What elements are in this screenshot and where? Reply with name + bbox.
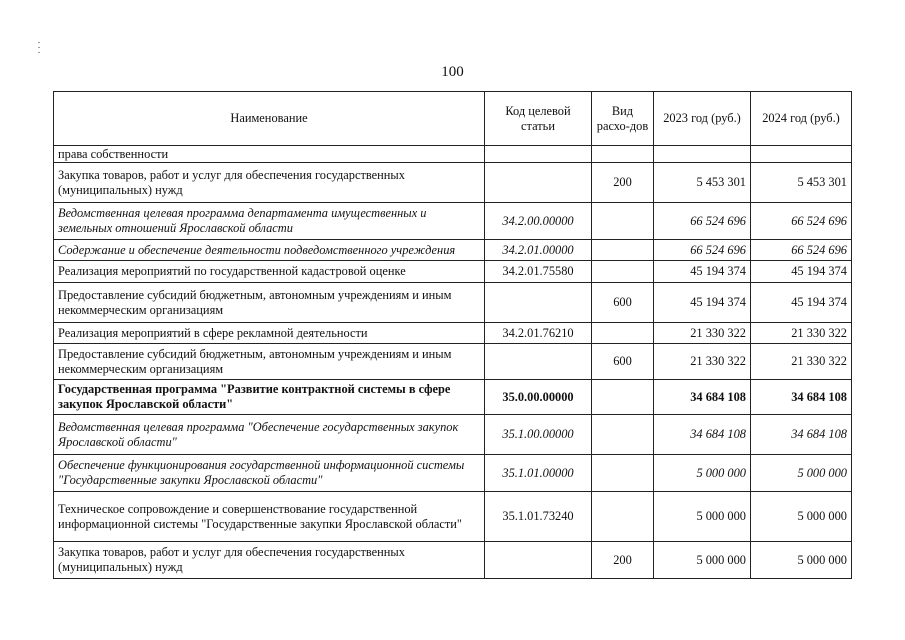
cell-2023: 21 330 322 [654, 323, 751, 344]
cell-name: Предоставление субсидий бюджетным, автономным учреждениям и иным некоммерческим организациям [54, 344, 485, 380]
cell-code: 34.2.01.00000 [485, 240, 592, 261]
cell-2024: 45 194 374 [751, 283, 852, 323]
cell-vid: 600 [592, 283, 654, 323]
cell-2024: 66 524 696 [751, 203, 852, 240]
cell-vid [592, 380, 654, 415]
cell-vid [592, 455, 654, 492]
budget-table [53, 91, 852, 579]
cell-vid [592, 261, 654, 283]
cell-vid: 600 [592, 344, 654, 380]
cell-2024: 5 000 000 [751, 492, 852, 542]
cell-2024: 21 330 322 [751, 344, 852, 380]
cell-2023: 34 684 108 [654, 380, 751, 415]
cell-code: 34.2.01.76210 [485, 323, 592, 344]
table-row [54, 380, 852, 415]
cell-code: 35.1.01.00000 [485, 455, 592, 492]
scan-speck [38, 47, 40, 48]
cell-2024: 5 000 000 [751, 542, 852, 579]
cell-code [485, 146, 592, 163]
table-header-row [54, 92, 852, 146]
cell-2023: 21 330 322 [654, 344, 751, 380]
table-row [54, 492, 852, 542]
cell-code [485, 542, 592, 579]
cell-vid [592, 203, 654, 240]
cell-vid [592, 146, 654, 163]
scan-specks [38, 42, 42, 58]
cell-name: Государственная программа "Развитие контрактной системы в сфере закупок Ярославской области" [54, 380, 485, 415]
cell-2023: 5 000 000 [654, 455, 751, 492]
table-row [54, 283, 852, 323]
scan-speck [38, 52, 40, 53]
cell-vid: 200 [592, 163, 654, 203]
header-2023: 2023 год (руб.) [654, 92, 751, 146]
cell-2024: 21 330 322 [751, 323, 852, 344]
cell-2023: 66 524 696 [654, 203, 751, 240]
table-row [54, 344, 852, 380]
cell-name: Содержание и обеспечение деятельности подведомственного учреждения [54, 240, 485, 261]
cell-name: Закупка товаров, работ и услуг для обеспечения государственных (муниципальных) нужд [54, 163, 485, 203]
cell-vid [592, 240, 654, 261]
cell-vid [592, 415, 654, 455]
table-row [54, 203, 852, 240]
cell-2023: 5 453 301 [654, 163, 751, 203]
cell-name: Ведомственная целевая программа "Обеспечение государственных закупок Ярославской области" [54, 415, 485, 455]
table-row [54, 240, 852, 261]
cell-vid [592, 323, 654, 344]
cell-2024 [751, 146, 852, 163]
cell-name: Техническое сопровождение и совершенствование государственной информационной системы "Государственные закупки Ярославской области" [54, 492, 485, 542]
table-row [54, 455, 852, 492]
scan-speck [38, 42, 40, 43]
cell-code: 34.2.00.00000 [485, 203, 592, 240]
header-code: Код целевой статьи [485, 92, 592, 146]
cell-2024: 5 453 301 [751, 163, 852, 203]
cell-2024: 5 000 000 [751, 455, 852, 492]
cell-2023: 45 194 374 [654, 261, 751, 283]
header-name: Наименование [54, 92, 485, 146]
page-number: 100 [441, 64, 464, 80]
cell-code [485, 283, 592, 323]
cell-2023: 5 000 000 [654, 492, 751, 542]
header-vid: Вид расхо-дов [592, 92, 654, 146]
cell-vid: 200 [592, 542, 654, 579]
cell-2024: 66 524 696 [751, 240, 852, 261]
table-row [54, 323, 852, 344]
cell-2023: 5 000 000 [654, 542, 751, 579]
cell-2023: 66 524 696 [654, 240, 751, 261]
cell-2023: 45 194 374 [654, 283, 751, 323]
cell-name: Закупка товаров, работ и услуг для обеспечения государственных (муниципальных) нужд [54, 542, 485, 579]
cell-name: Обеспечение функционирования государственной информационной системы "Государственные закупки Ярославской области" [54, 455, 485, 492]
cell-2023: 34 684 108 [654, 415, 751, 455]
cell-code: 35.1.00.00000 [485, 415, 592, 455]
cell-code: 35.1.01.73240 [485, 492, 592, 542]
cell-code [485, 163, 592, 203]
cell-code [485, 344, 592, 380]
table-row [54, 261, 852, 283]
table-row [54, 415, 852, 455]
cell-name: Реализация мероприятий по государственной кадастровой оценке [54, 261, 485, 283]
table-row [54, 146, 852, 163]
cell-2024: 34 684 108 [751, 415, 852, 455]
table-row [54, 163, 852, 203]
header-2024: 2024 год (руб.) [751, 92, 852, 146]
table-row [54, 542, 852, 579]
cell-code: 34.2.01.75580 [485, 261, 592, 283]
cell-2024: 45 194 374 [751, 261, 852, 283]
cell-name: Ведомственная целевая программа департамента имущественных и земельных отношений Ярославской области [54, 203, 485, 240]
cell-vid [592, 492, 654, 542]
cell-2024: 34 684 108 [751, 380, 852, 415]
cell-name: Реализация мероприятий в сфере рекламной деятельности [54, 323, 485, 344]
cell-name: Предоставление субсидий бюджетным, автономным учреждениям и иным некоммерческим организациям [54, 283, 485, 323]
cell-2023 [654, 146, 751, 163]
cell-code: 35.0.00.00000 [485, 380, 592, 415]
cell-name: права собственности [54, 146, 485, 163]
